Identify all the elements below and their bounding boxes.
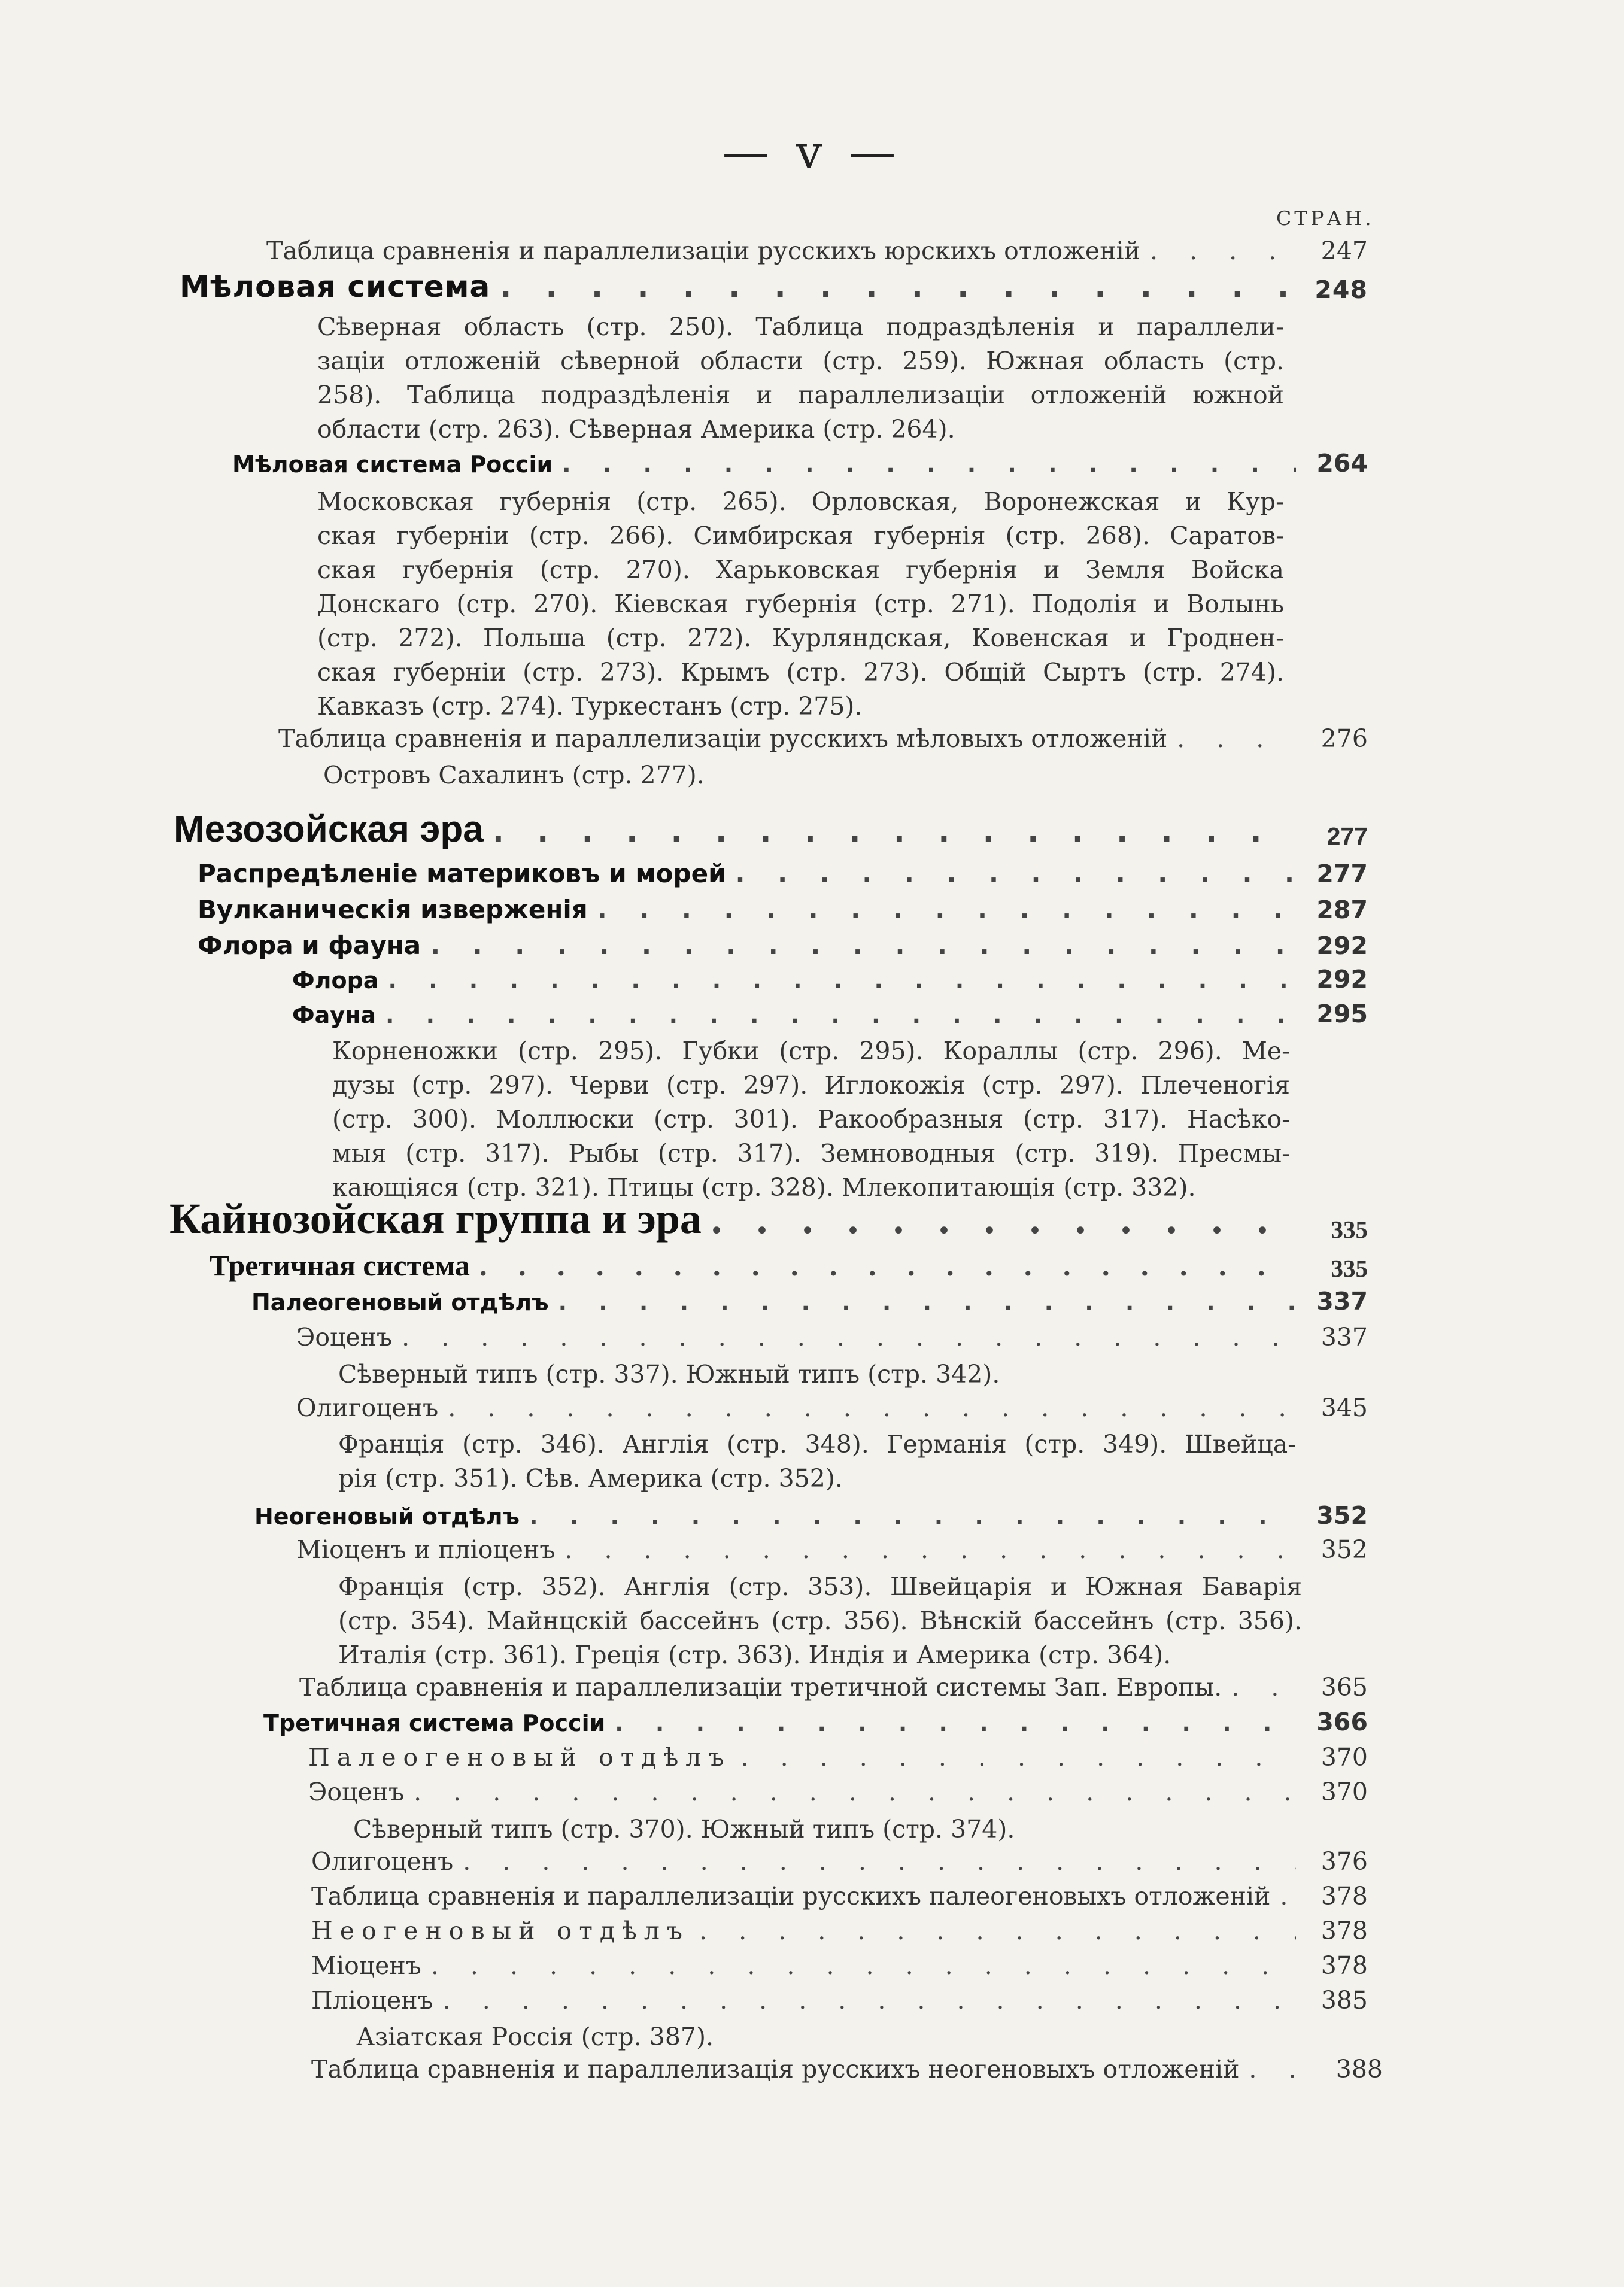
toc-entry[interactable] (210, 1248, 1368, 1283)
dot-leader (1222, 1673, 1296, 1702)
toc-entry-title: Таблица сравненія и параллелизаціи русскихъ мѣловыхъ отложеній (278, 724, 1168, 753)
subtopics-line: Сѣверная область (стр. 250). Таблица подраздѣленія и параллели- (317, 312, 1284, 341)
toc-entry-page: 365 (1321, 1673, 1368, 1702)
dot-leader (433, 1986, 1296, 2015)
dot-leader (731, 1743, 1297, 1772)
toc-entry-title: Міоценъ (311, 1951, 421, 1980)
toc-entry-page: 292 (1316, 965, 1368, 994)
subtopics-line: кающіяся (стр. 321). Птицы (стр. 328). Млекопитающія (стр. 332). (332, 1173, 1196, 1202)
toc-entry[interactable] (311, 1882, 1368, 1911)
toc-entry-title: Мѣловая система (180, 269, 491, 304)
toc-entry-title: Олигоценъ (296, 1393, 439, 1422)
subtopics-line: (стр. 300). Моллюски (стр. 301). Ракообразныя (стр. 317). Насѣко- (332, 1105, 1290, 1134)
subtopics-line: Московская губернія (стр. 265). Орловская, Воронежская и Кур- (317, 487, 1284, 516)
subtopics-line: рія (стр. 351). Сѣв. Америка (стр. 352). (338, 1464, 843, 1493)
subtopics-line: ская губерніи (стр. 273). Крымъ (стр. 273). Общій Сыртъ (стр. 274). (317, 658, 1284, 687)
toc-entry[interactable] (292, 1000, 1368, 1028)
toc-entry-page: 352 (1321, 1535, 1368, 1564)
toc-entry-title: Неогеновый отдѣлъ (254, 1504, 520, 1530)
toc-entry[interactable] (296, 1535, 1368, 1564)
dot-leader (1270, 1882, 1296, 1911)
subtopics-line: Азіатская Россія (стр. 387). (356, 2022, 714, 2051)
toc-entry-title: Неогеновый отдѣлъ (311, 1917, 690, 1945)
dot-leader (421, 1951, 1296, 1980)
toc-entry-title: Мѣловая система Россіи (232, 451, 553, 478)
dot-leader (438, 1393, 1296, 1422)
dot-leader (555, 1535, 1296, 1564)
dot-leader (1167, 724, 1296, 753)
subtopics-line: области (стр. 263). Сѣверная Америка (стр. 264). (317, 415, 955, 444)
dot-leader (404, 1778, 1296, 1806)
toc-entry-page: 276 (1321, 724, 1368, 753)
toc-entry-page: 264 (1316, 449, 1368, 478)
subtopics-line: дузы (стр. 297). Черви (стр. 297). Иглокожія (стр. 297). Плеченогія (332, 1071, 1290, 1100)
toc-entry-page: 292 (1316, 931, 1368, 960)
toc-subtopics (317, 485, 1284, 724)
toc-entry[interactable] (278, 724, 1368, 753)
toc-entry-title: Мезозойская эра (174, 809, 484, 850)
dot-leader (378, 967, 1296, 994)
toc-entry-title: Эоценъ (296, 1323, 393, 1351)
dot-leader (520, 1504, 1296, 1530)
toc-entry-page: 385 (1321, 1986, 1368, 2015)
toc-entry-page: 352 (1316, 1501, 1368, 1530)
toc-entry[interactable] (198, 895, 1368, 924)
toc-entry[interactable] (296, 1393, 1368, 1422)
dot-leader (690, 1917, 1296, 1945)
dot-leader (605, 1710, 1296, 1736)
toc-entry[interactable] (311, 2055, 1383, 2083)
subtopics-line: Италія (стр. 361). Греція (стр. 363). Индія и Америка (стр. 364). (338, 1641, 1171, 1669)
toc-entry[interactable] (292, 965, 1368, 994)
toc-entry-title: Таблица сравненія и параллелизаціи русскихъ палеогеновыхъ отложеній (311, 1882, 1271, 1911)
toc-entry[interactable] (299, 1673, 1368, 1702)
toc-entry[interactable] (263, 1708, 1368, 1736)
toc-subtopics (338, 1357, 1296, 1392)
toc-subtopics (356, 2020, 1314, 2054)
toc-entry[interactable] (311, 1917, 1368, 1945)
toc-entry[interactable] (254, 1501, 1368, 1530)
toc-entry-page: 337 (1321, 1323, 1368, 1351)
toc-entry-page: 248 (1315, 275, 1368, 304)
toc-entry-title: Флора (292, 967, 379, 994)
toc-entry-title: Палеогеновый отдѣлъ (308, 1743, 731, 1772)
toc-entry[interactable] (311, 1847, 1368, 1876)
toc-subtopics (338, 1428, 1296, 1496)
toc-entry[interactable] (232, 449, 1368, 478)
toc-entry-title: Таблица сравненія и параллелизаціи русскихъ юрскихъ отложеній (266, 236, 1140, 265)
toc-subtopics (323, 758, 1281, 792)
toc-entry-title: Третичная система (210, 1249, 470, 1282)
toc-entry-page: 370 (1321, 1743, 1368, 1772)
toc-entry-page: 378 (1321, 1882, 1368, 1911)
toc-entry[interactable] (308, 1778, 1368, 1806)
subtopics-line: ская губернія (стр. 270). Харьковская губернія и Земля Войска (317, 555, 1284, 584)
subtopics-line: Сѣверный типъ (стр. 370). Южный типъ (стр. 374). (353, 1815, 1015, 1843)
toc-entry[interactable] (198, 859, 1368, 888)
dot-leader (1239, 2055, 1311, 2083)
dot-leader (376, 1002, 1296, 1028)
toc-entry-title: Эоценъ (308, 1778, 405, 1806)
subtopics-line: (стр. 272). Польша (стр. 272). Курляндская, Ковенская и Гроднен- (317, 624, 1284, 652)
toc-entry-page: 247 (1321, 236, 1368, 265)
subtopics-line: Франція (стр. 346). Англія (стр. 348). Германія (стр. 349). Швейца- (338, 1430, 1296, 1459)
dot-leader (702, 1194, 1296, 1244)
dot-leader (549, 1289, 1296, 1316)
dot-leader (1140, 236, 1296, 265)
toc-entry-title: Кайнозойская группа и эра (169, 1195, 702, 1243)
toc-entry-page: 376 (1321, 1847, 1368, 1876)
toc-subtopics (338, 1570, 1302, 1672)
toc-entry[interactable] (311, 1951, 1368, 1980)
toc-entry-page: 277 (1316, 859, 1368, 888)
subtopics-line: Островъ Сахалинъ (стр. 277). (323, 761, 705, 789)
toc-entry-page: 378 (1321, 1917, 1368, 1945)
toc-entry-title: Палеогеновый отдѣлъ (251, 1289, 549, 1316)
dot-leader (470, 1248, 1296, 1283)
toc-entry-title: Таблица сравненія и параллелизаціи третичной системы Зап. Европы. (299, 1673, 1222, 1702)
toc-subtopics (317, 310, 1284, 447)
subtopics-line: Донскаго (стр. 270). Кіевская губернія (стр. 271). Подолія и Волынь (317, 590, 1284, 618)
subtopics-line: 258). Таблица подраздѣленія и параллелизаціи отложеній южной (317, 381, 1284, 409)
subtopics-line: ская губерніи (стр. 266). Симбирская губернія (стр. 268). Саратов- (317, 521, 1284, 550)
subtopics-line: Кавказъ (стр. 274). Туркестанъ (стр. 275). (317, 692, 863, 721)
toc-subtopics (353, 1812, 1311, 1846)
toc-entry[interactable] (251, 1287, 1368, 1316)
dot-leader (553, 451, 1296, 478)
toc-entry[interactable] (308, 1743, 1368, 1772)
toc-entry-title: Флора и фауна (198, 931, 421, 960)
toc-entry[interactable] (169, 1194, 1368, 1244)
page-column-header: СТРАН. (1276, 206, 1374, 230)
subtopics-line: Франція (стр. 352). Англія (стр. 353). Швейцарія и Южная Баварія (338, 1572, 1302, 1601)
toc-entry[interactable] (180, 269, 1368, 304)
toc-entry[interactable] (174, 808, 1368, 851)
toc-entry[interactable] (311, 1986, 1368, 2015)
toc-entry-page: 378 (1321, 1951, 1368, 1980)
subtopics-line: (стр. 354). Майнцскій бассейнъ (стр. 356). Вѣнскій бассейнъ (стр. 356). (338, 1606, 1302, 1635)
toc-entry[interactable] (296, 1323, 1368, 1351)
toc-entry-page: 370 (1321, 1778, 1368, 1806)
toc-subtopics (332, 1034, 1290, 1205)
toc-entry-page: 295 (1316, 1000, 1368, 1028)
dot-leader (392, 1323, 1296, 1351)
toc-entry-page: 335 (1331, 1216, 1368, 1243)
subtopics-line: заціи отложеній сѣверной области (стр. 259). Южная область (стр. (317, 347, 1284, 375)
dot-leader (726, 859, 1296, 888)
toc-entry-page: 335 (1331, 1255, 1368, 1282)
toc-entry-title: Міоценъ и пліоценъ (296, 1535, 556, 1564)
toc-entry-title: Таблица сравненія и параллелизація русскихъ неогеновыхъ отложеній (311, 2055, 1240, 2083)
toc-entry[interactable] (198, 931, 1368, 960)
subtopics-line: Сѣверный типъ (стр. 337). Южный типъ (стр. 342). (338, 1360, 1000, 1389)
dot-leader (453, 1847, 1296, 1876)
dot-leader (421, 931, 1296, 960)
toc-entry[interactable] (266, 236, 1368, 265)
toc-entry-page: 366 (1316, 1708, 1368, 1736)
dot-leader (490, 269, 1296, 304)
toc-entry-page: 277 (1326, 822, 1368, 850)
toc-entry-title: Распредѣленіе материковъ и морей (198, 859, 726, 888)
dot-leader (588, 895, 1296, 924)
subtopics-line: мыя (стр. 317). Рыбы (стр. 317). Земноводныя (стр. 319). Пресмы- (332, 1139, 1290, 1168)
subtopics-line: Корненожки (стр. 295). Губки (стр. 295). Кораллы (стр. 296). Ме- (332, 1037, 1290, 1065)
toc-entry-title: Пліоценъ (311, 1986, 433, 2015)
toc-entry-page: 287 (1316, 895, 1368, 924)
toc-entry-title: Фауна (292, 1002, 376, 1028)
toc-entry-title: Третичная система Россіи (263, 1710, 606, 1736)
dot-leader (484, 808, 1296, 851)
toc-entry-page: 345 (1321, 1393, 1368, 1422)
toc-entry-title: Вулканическія изверженія (198, 895, 588, 924)
toc-entry-title: Олигоценъ (311, 1847, 454, 1876)
toc-entry-page: 337 (1316, 1287, 1368, 1316)
page-number: — v — (722, 126, 902, 180)
toc-entry-page: 388 (1335, 2055, 1383, 2083)
